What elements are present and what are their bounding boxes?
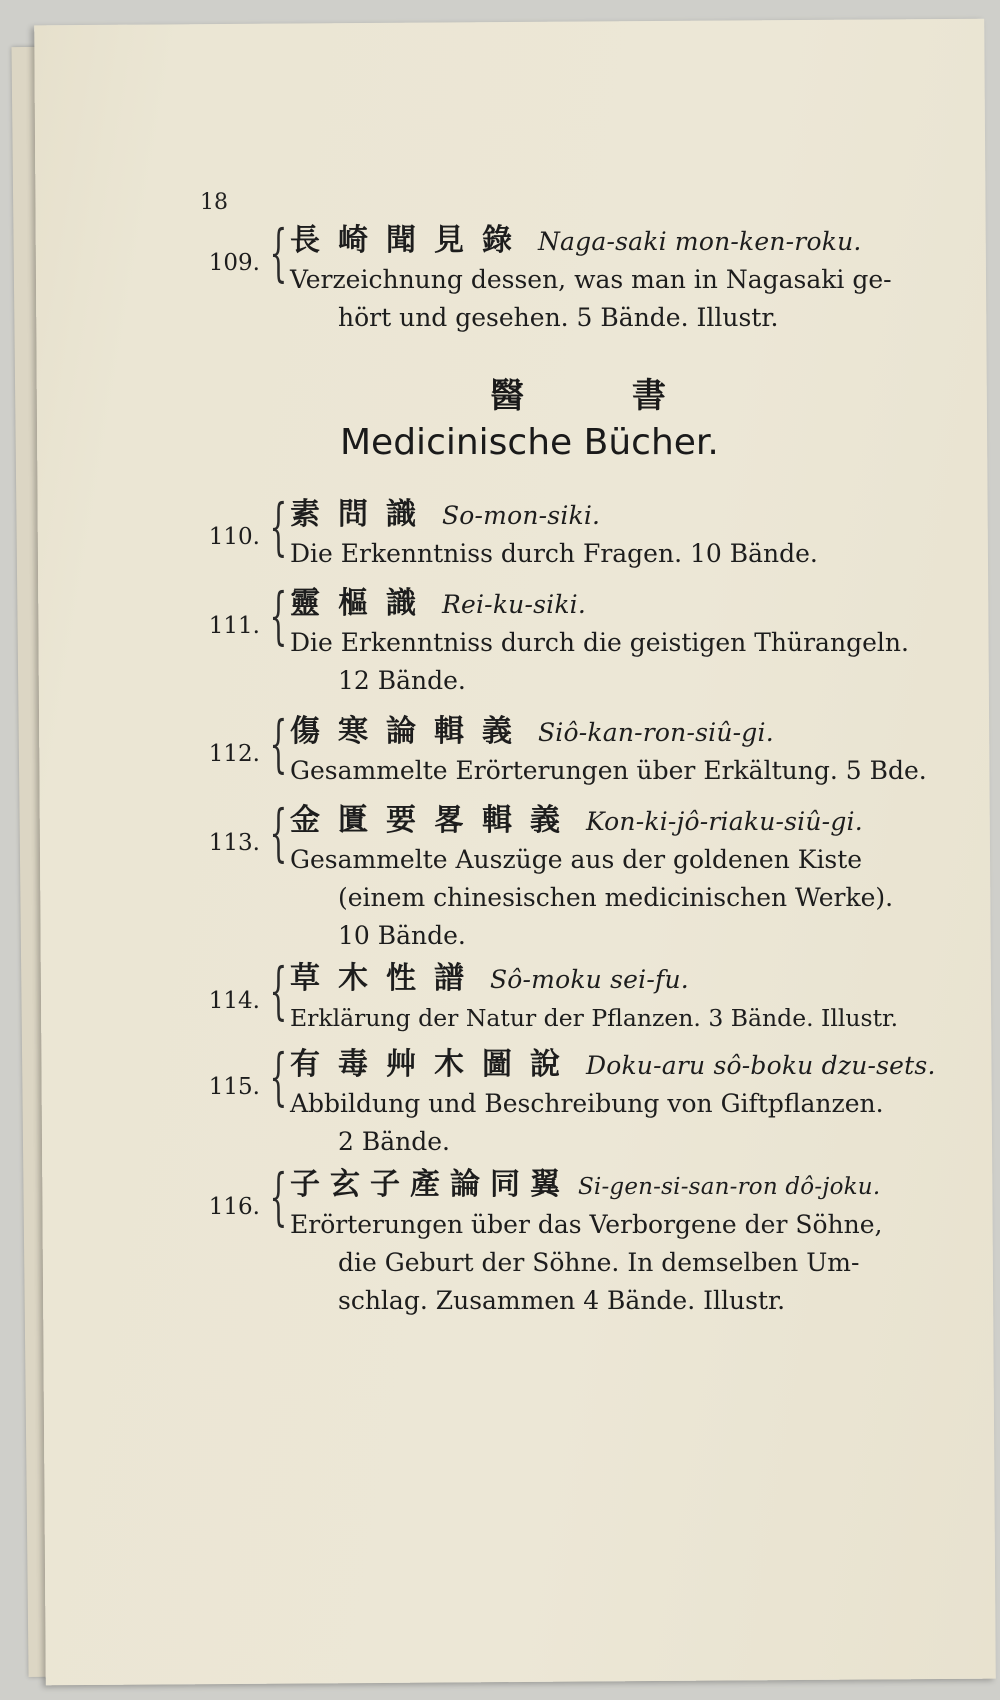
entry-description: Die Erkenntniss durch Fragen. 10 Bände.	[290, 539, 818, 568]
entry-romanized-title: So-mon-siki.	[441, 501, 601, 530]
entry-cjk-title: 子玄子產論同翼	[290, 1167, 570, 1202]
brace-icon: {	[269, 579, 288, 652]
catalog-entry-116	[200, 1160, 940, 1320]
section-heading-cjk: 醫 書	[490, 376, 714, 416]
entry-cjk-title: 有毒艸木圖說	[290, 1047, 578, 1082]
entry-description-cont: 12 Bände.	[338, 666, 466, 695]
entry-number: 110.	[208, 524, 260, 550]
brace-icon: {	[269, 1160, 288, 1233]
catalog-entry-111	[200, 579, 940, 700]
catalog-entry-114	[200, 954, 940, 1037]
entry-description: Erörterungen über das Verborgene der Söhne,	[290, 1210, 883, 1239]
entry-description-cont: die Geburt der Söhne. In demselben Um-	[338, 1248, 860, 1277]
brace-icon: {	[269, 1040, 288, 1113]
entry-description: Gesammelte Erörterungen über Erkältung. 5 Bde.	[290, 756, 927, 785]
entry-number: 112.	[208, 741, 260, 767]
brace-icon: {	[269, 490, 288, 563]
catalog-entry-112	[200, 707, 940, 790]
entry-romanized-title: Doku-aru sô-boku dzu-sets.	[585, 1051, 936, 1080]
entry-romanized-title: Sô-moku sei-fu.	[489, 965, 689, 994]
page-number: 18	[200, 190, 228, 215]
brace-icon: {	[269, 796, 288, 869]
entry-description: Abbildung und Beschreibung von Giftpflanzen.	[290, 1089, 884, 1118]
brace-icon: {	[269, 954, 288, 1027]
catalog-entry-113	[200, 796, 940, 955]
entry-romanized-title: Naga-saki mon-ken-roku.	[537, 227, 862, 256]
entry-description: Gesammelte Auszüge aus der goldenen Kiste	[290, 845, 863, 874]
entry-description: Verzeichnung dessen, was man in Nagasaki ge-	[290, 265, 892, 294]
entry-romanized-title: Rei-ku-siki.	[441, 590, 587, 619]
entry-cjk-title: 素問識	[290, 497, 434, 532]
entry-number: 113.	[208, 830, 260, 856]
entry-cjk-title: 靈樞識	[290, 586, 434, 621]
entry-romanized-title: Si-gen-si-san-ron dô-joku.	[577, 1174, 881, 1200]
entry-description: Erklärung der Natur der Pflanzen. 3 Bände. Illustr.	[290, 1004, 899, 1032]
entry-description-cont: 10 Bände.	[338, 921, 466, 950]
catalog-entry-110	[200, 490, 940, 573]
entry-description-cont: (einem chinesischen medicinischen Werke).	[338, 883, 894, 912]
entry-description-cont: hört und gesehen. 5 Bände. Illustr.	[338, 303, 779, 332]
brace-icon: {	[269, 216, 288, 289]
entry-description: Die Erkenntniss durch die geistigen Thürangeln.	[290, 628, 909, 657]
entry-cjk-title: 傷寒論輯義	[290, 714, 530, 749]
entry-number: 115.	[208, 1074, 260, 1100]
entry-cjk-title: 長崎聞見錄	[290, 223, 530, 258]
entry-description-cont: schlag. Zusammen 4 Bände. Illustr.	[338, 1286, 786, 1315]
brace-icon: {	[269, 707, 288, 780]
section-heading: Medicinische Bücher.	[340, 422, 719, 463]
entry-romanized-title: Kon-ki-jô-riaku-siû-gi.	[585, 807, 863, 836]
catalog-entry-109	[200, 216, 940, 337]
entry-number: 111.	[208, 613, 260, 639]
entry-cjk-title: 草木性譜	[290, 961, 482, 996]
entry-romanized-title: Siô-kan-ron-siû-gi.	[537, 718, 774, 747]
entry-number: 116.	[208, 1194, 260, 1220]
entry-cjk-title: 金匱要畧輯義	[290, 803, 578, 838]
catalog-entry-115	[200, 1040, 940, 1161]
entry-description-cont: 2 Bände.	[338, 1127, 450, 1156]
entry-number: 114.	[208, 988, 260, 1014]
entry-number: 109.	[208, 250, 260, 276]
